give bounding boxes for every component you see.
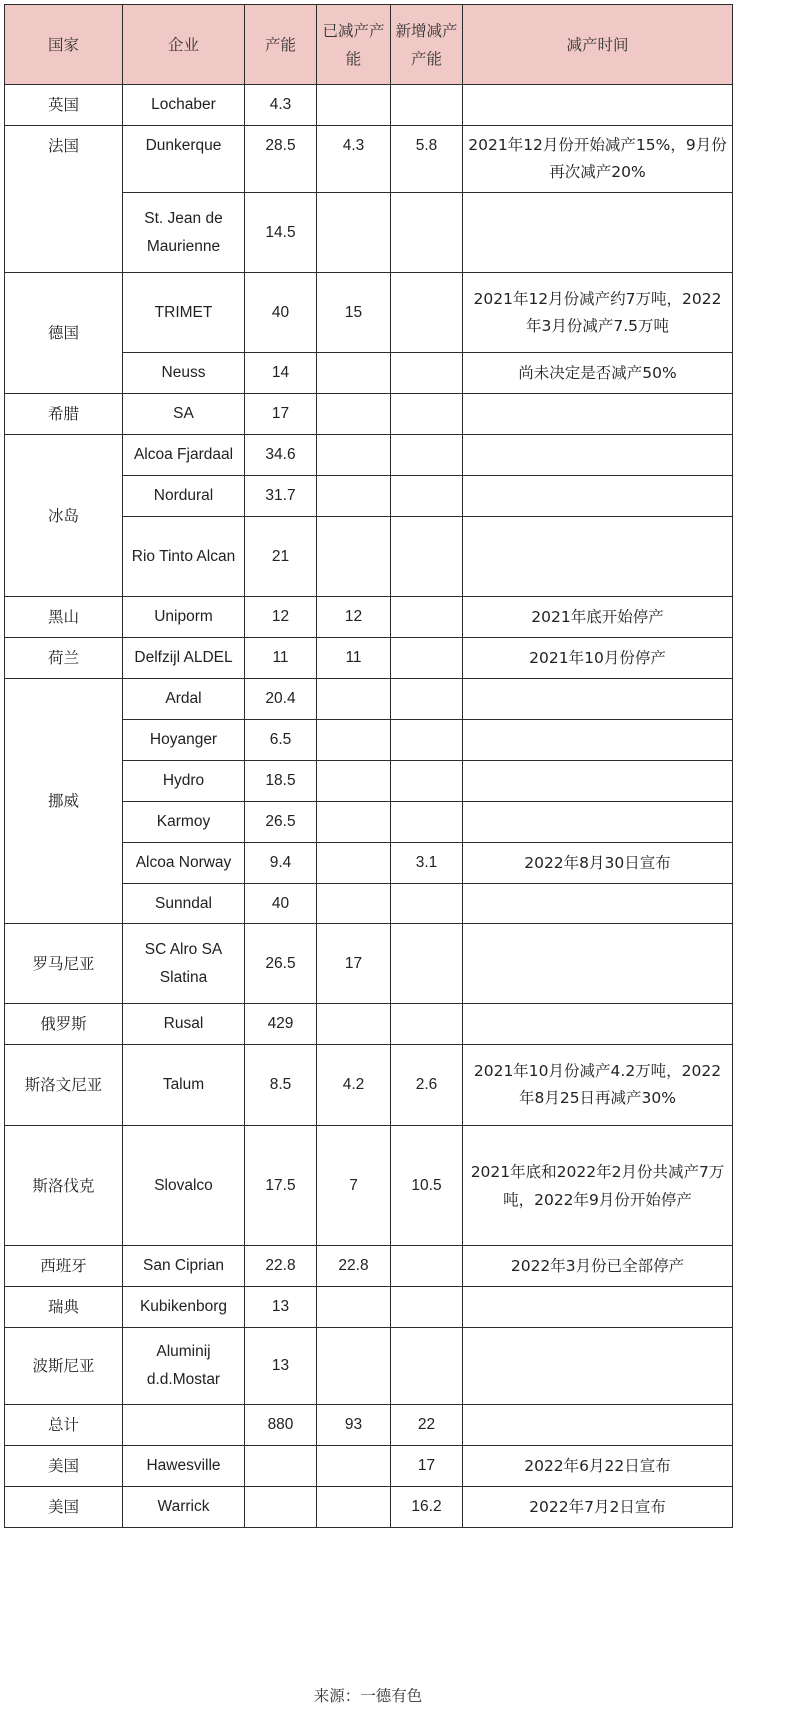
header-time: 减产时间 <box>463 5 733 85</box>
new-reduced-cell <box>391 884 463 924</box>
header-company: 企业 <box>123 5 245 85</box>
reduced-cell <box>317 1004 391 1045</box>
time-cell <box>463 85 733 126</box>
time-cell: 2022年6月22日宣布 <box>463 1446 733 1487</box>
capacity-cell: 40 <box>245 273 317 353</box>
time-cell <box>463 924 733 1004</box>
time-cell: 2021年底和2022年2月份共减产7万吨，2022年9月份开始停产 <box>463 1126 733 1246</box>
capacity-cell: 17 <box>245 394 317 435</box>
table-row <box>5 273 733 353</box>
new-reduced-cell <box>391 353 463 394</box>
country-cell: 瑞典 <box>5 1287 123 1328</box>
time-cell: 尚未决定是否减产50% <box>463 353 733 394</box>
reduced-cell: 12 <box>317 597 391 638</box>
table-row <box>5 435 733 476</box>
capacity-cell <box>245 1487 317 1528</box>
reduced-cell <box>317 761 391 802</box>
country-cell: 美国 <box>5 1446 123 1487</box>
company-cell: Slovalco <box>123 1126 245 1246</box>
country-cell: 美国 <box>5 1487 123 1528</box>
reduced-cell <box>317 843 391 884</box>
new-reduced-cell <box>391 476 463 517</box>
company-cell: TRIMET <box>123 273 245 353</box>
new-reduced-cell <box>391 85 463 126</box>
company-cell: Neuss <box>123 353 245 394</box>
country-cell: 罗马尼亚 <box>5 924 123 1004</box>
new-reduced-cell <box>391 1287 463 1328</box>
capacity-cell: 8.5 <box>245 1045 317 1126</box>
new-reduced-cell <box>391 273 463 353</box>
reduced-cell: 17 <box>317 924 391 1004</box>
company-cell: Lochaber <box>123 85 245 126</box>
header-capacity: 产能 <box>245 5 317 85</box>
table-row <box>5 394 733 435</box>
company-cell: St. Jean de Maurienne <box>123 193 245 273</box>
table-row <box>5 679 733 720</box>
capacity-cell: 14 <box>245 353 317 394</box>
capacity-reduction-table <box>4 4 733 1528</box>
reduced-cell <box>317 476 391 517</box>
new-reduced-cell <box>391 597 463 638</box>
time-cell <box>463 394 733 435</box>
reduced-cell <box>317 1287 391 1328</box>
country-cell: 斯洛文尼亚 <box>5 1045 123 1126</box>
table-row <box>5 1045 733 1126</box>
new-reduced-cell <box>391 517 463 597</box>
table-row <box>5 1126 733 1246</box>
company-cell: Rusal <box>123 1004 245 1045</box>
time-cell: 2021年12月份减产约7万吨，2022年3月份减产7.5万吨 <box>463 273 733 353</box>
table-row <box>5 126 733 193</box>
time-cell <box>463 1328 733 1405</box>
new-reduced-cell <box>391 679 463 720</box>
reduced-cell <box>317 720 391 761</box>
new-reduced-cell: 3.1 <box>391 843 463 884</box>
company-cell: Talum <box>123 1045 245 1126</box>
time-cell <box>463 884 733 924</box>
capacity-cell: 9.4 <box>245 843 317 884</box>
capacity-cell: 20.4 <box>245 679 317 720</box>
capacity-cell: 429 <box>245 1004 317 1045</box>
company-cell: Nordural <box>123 476 245 517</box>
company-cell: Delfzijl ALDEL <box>123 638 245 679</box>
country-cell: 总计 <box>5 1405 123 1446</box>
table-row <box>5 1004 733 1045</box>
country-cell: 斯洛伐克 <box>5 1126 123 1246</box>
capacity-cell: 12 <box>245 597 317 638</box>
company-cell: SA <box>123 394 245 435</box>
reduced-cell <box>317 193 391 273</box>
new-reduced-cell: 10.5 <box>391 1126 463 1246</box>
company-cell: Aluminij d.d.Mostar <box>123 1328 245 1405</box>
new-reduced-cell <box>391 761 463 802</box>
header-new-reduced: 新增减产产能 <box>391 5 463 85</box>
company-cell: Hawesville <box>123 1446 245 1487</box>
reduced-cell <box>317 353 391 394</box>
country-cell: 荷兰 <box>5 638 123 679</box>
time-cell: 2022年3月份已全部停产 <box>463 1246 733 1287</box>
reduced-cell: 15 <box>317 273 391 353</box>
capacity-cell: 28.5 <box>245 126 317 193</box>
table-row <box>5 1246 733 1287</box>
company-cell: Alcoa Norway <box>123 843 245 884</box>
time-cell <box>463 802 733 843</box>
reduced-cell: 4.3 <box>317 126 391 193</box>
country-cell: 黑山 <box>5 597 123 638</box>
table-row <box>5 1487 733 1528</box>
reduced-cell <box>317 85 391 126</box>
new-reduced-cell <box>391 802 463 843</box>
reduced-cell: 7 <box>317 1126 391 1246</box>
table-row <box>5 597 733 638</box>
company-cell: San Ciprian <box>123 1246 245 1287</box>
reduced-cell: 22.8 <box>317 1246 391 1287</box>
table-row <box>5 1446 733 1487</box>
company-cell: Rio Tinto Alcan <box>123 517 245 597</box>
new-reduced-cell: 5.8 <box>391 126 463 193</box>
company-cell: Sunndal <box>123 884 245 924</box>
capacity-cell: 26.5 <box>245 924 317 1004</box>
time-cell <box>463 1405 733 1446</box>
reduced-cell <box>317 435 391 476</box>
capacity-cell: 14.5 <box>245 193 317 273</box>
capacity-cell: 40 <box>245 884 317 924</box>
company-cell: Uniporm <box>123 597 245 638</box>
capacity-cell: 13 <box>245 1328 317 1405</box>
country-cell: 挪威 <box>5 679 123 924</box>
time-cell <box>463 1004 733 1045</box>
time-cell <box>463 435 733 476</box>
time-cell: 2021年10月份减产4.2万吨，2022年8月25日再减产30% <box>463 1045 733 1126</box>
reduced-cell <box>317 1487 391 1528</box>
capacity-cell: 18.5 <box>245 761 317 802</box>
country-cell: 冰岛 <box>5 435 123 597</box>
company-cell: Warrick <box>123 1487 245 1528</box>
company-cell: Hoyanger <box>123 720 245 761</box>
time-cell <box>463 1287 733 1328</box>
country-cell: 波斯尼亚 <box>5 1328 123 1405</box>
capacity-cell: 4.3 <box>245 85 317 126</box>
reduced-cell <box>317 679 391 720</box>
company-cell: Karmoy <box>123 802 245 843</box>
time-cell <box>463 193 733 273</box>
time-cell <box>463 761 733 802</box>
country-cell: 希腊 <box>5 394 123 435</box>
capacity-cell: 34.6 <box>245 435 317 476</box>
reduced-cell: 93 <box>317 1405 391 1446</box>
company-cell: Ardal <box>123 679 245 720</box>
source-note: 来源：一德有色 <box>313 1687 423 1705</box>
time-cell <box>463 476 733 517</box>
company-cell <box>123 1405 245 1446</box>
new-reduced-cell: 2.6 <box>391 1045 463 1126</box>
country-cell: 英国 <box>5 85 123 126</box>
header-reduced: 已减产产能 <box>317 5 391 85</box>
company-cell: Dunkerque <box>123 126 245 193</box>
capacity-cell: 6.5 <box>245 720 317 761</box>
time-cell <box>463 517 733 597</box>
new-reduced-cell: 17 <box>391 1446 463 1487</box>
company-cell: Hydro <box>123 761 245 802</box>
capacity-cell: 13 <box>245 1287 317 1328</box>
company-cell: Kubikenborg <box>123 1287 245 1328</box>
time-cell: 2022年8月30日宣布 <box>463 843 733 884</box>
capacity-cell: 26.5 <box>245 802 317 843</box>
reduced-cell <box>317 802 391 843</box>
new-reduced-cell <box>391 435 463 476</box>
reduced-cell <box>317 1446 391 1487</box>
company-cell: Alcoa Fjardaal <box>123 435 245 476</box>
country-cell: 西班牙 <box>5 1246 123 1287</box>
new-reduced-cell <box>391 924 463 1004</box>
time-cell: 2021年10月份停产 <box>463 638 733 679</box>
new-reduced-cell: 16.2 <box>391 1487 463 1528</box>
capacity-cell: 11 <box>245 638 317 679</box>
capacity-cell: 21 <box>245 517 317 597</box>
country-cell: 德国 <box>5 273 123 394</box>
reduced-cell <box>317 884 391 924</box>
capacity-cell: 880 <box>245 1405 317 1446</box>
reduced-cell: 4.2 <box>317 1045 391 1126</box>
reduced-cell: 11 <box>317 638 391 679</box>
header-row <box>5 5 733 85</box>
country-cell: 俄罗斯 <box>5 1004 123 1045</box>
new-reduced-cell <box>391 1004 463 1045</box>
time-cell: 2021年底开始停产 <box>463 597 733 638</box>
new-reduced-cell <box>391 394 463 435</box>
time-cell: 2022年7月2日宣布 <box>463 1487 733 1528</box>
table-row <box>5 1287 733 1328</box>
new-reduced-cell <box>391 1328 463 1405</box>
capacity-cell: 17.5 <box>245 1126 317 1246</box>
new-reduced-cell: 22 <box>391 1405 463 1446</box>
table-row <box>5 924 733 1004</box>
capacity-cell: 31.7 <box>245 476 317 517</box>
time-cell <box>463 720 733 761</box>
reduced-cell <box>317 517 391 597</box>
company-cell: SC Alro SA Slatina <box>123 924 245 1004</box>
table-row <box>5 85 733 126</box>
new-reduced-cell <box>391 193 463 273</box>
country-cell: 法国 <box>5 126 123 273</box>
table-row <box>5 1328 733 1405</box>
capacity-cell <box>245 1446 317 1487</box>
new-reduced-cell <box>391 638 463 679</box>
reduced-cell <box>317 1328 391 1405</box>
capacity-cell: 22.8 <box>245 1246 317 1287</box>
header-country: 国家 <box>5 5 123 85</box>
new-reduced-cell <box>391 720 463 761</box>
reduced-cell <box>317 394 391 435</box>
time-cell: 2021年12月份开始减产15%，9月份再次减产20% <box>463 126 733 193</box>
new-reduced-cell <box>391 1246 463 1287</box>
time-cell <box>463 679 733 720</box>
total-row <box>5 1405 733 1446</box>
table-row <box>5 638 733 679</box>
